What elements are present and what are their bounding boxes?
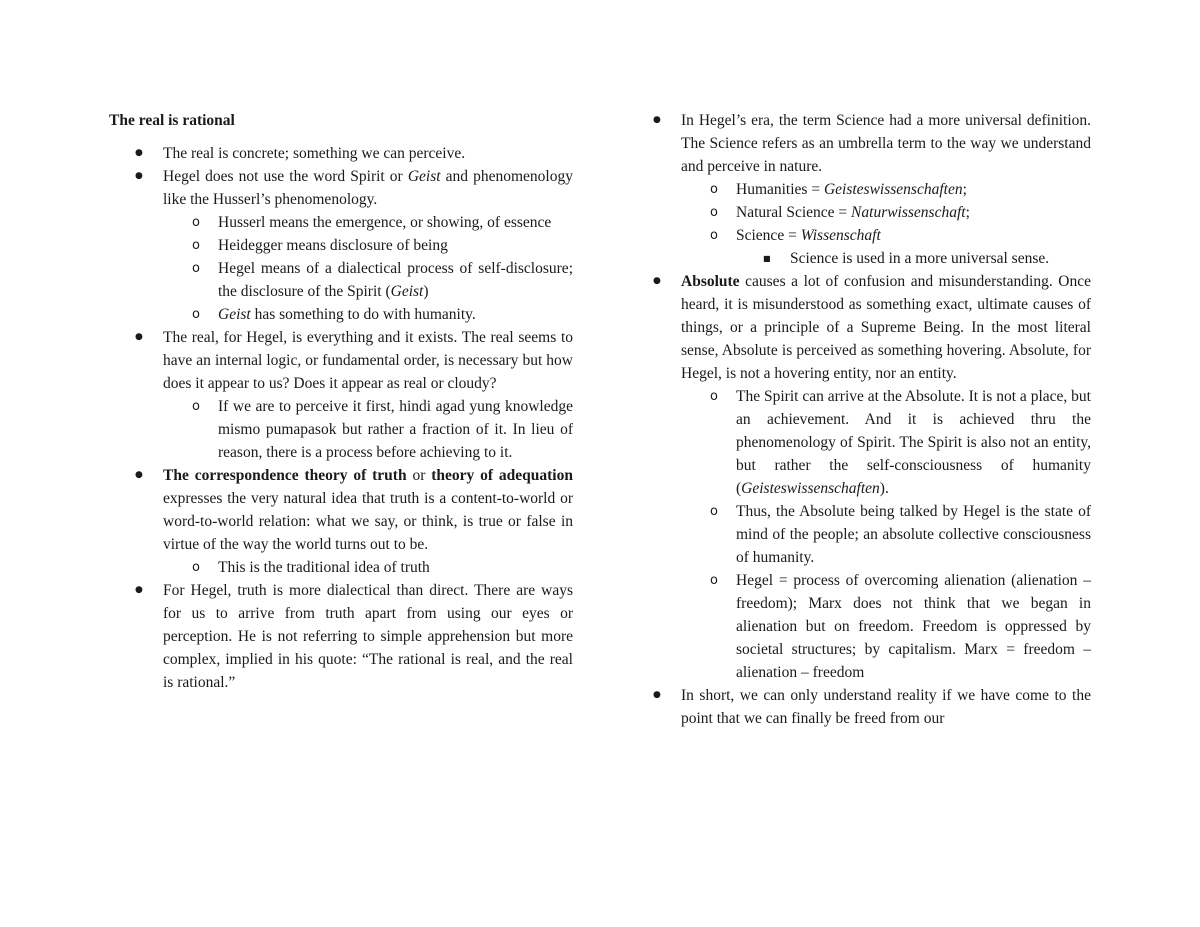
section-heading: The real is rational bbox=[109, 112, 235, 129]
sub-bullet-state-of-mind: o Thus, the Absolute being talked by Hegel is the state of mind of the people; an absolute collective consciousness of humanity. bbox=[651, 500, 1091, 569]
bullet-absolute: ● Absolute causes a lot of confusion and misunderstanding. Once heard, it is misunderstood as something exact, ultimate causes of things, or a principle of a Supreme Being. In the most literal sense, Absolute is perceived as something hovering. Absolute, for Hegel, is not a hovering entity, nor an entity. bbox=[651, 270, 1091, 385]
sub-bullet-humanities: o Humanities = Geisteswissenschaften; bbox=[651, 178, 1091, 201]
bullet-real-concrete: ● The real is concrete; something we can perceive. bbox=[109, 142, 573, 165]
sub-bullet-husserl: o Husserl means the emergence, or showing, of essence bbox=[109, 211, 573, 234]
bullet-correspondence-theory: ● The correspondence theory of truth or theory of adequation expresses the very natural idea that truth is a content-to-world or word-to-world relation: what we say, or think, is true or false in virtue of the way the world turns out to be. bbox=[109, 464, 573, 556]
sub-bullet-traditional-truth: o This is the traditional idea of truth bbox=[109, 556, 573, 579]
left-column bbox=[109, 109, 573, 694]
sub-bullet-alienation: o Hegel = process of overcoming alienation (alienation – freedom); Marx does not think that we began in alienation but on freedom. Freedom is oppressed by societal structures; by capitalism. Marx = freedom – alienation – freedom bbox=[651, 569, 1091, 684]
bullet-in-short: ● In short, we can only understand reality if we have come to the point that we can finally be freed from our bbox=[651, 684, 1091, 730]
right-bullet-list bbox=[651, 109, 1091, 730]
bullet-spirit-geist: ● Hegel does not use the word Spirit or Geist and phenomenology like the Husserl’s phenomenology. bbox=[109, 165, 573, 211]
sub-bullet-spirit-absolute: o The Spirit can arrive at the Absolute. It is not a place, but an achievement. And it is achieved thru the phenomenology of Spirit. The Spirit is also not an entity, but rather the self-consciousness of humanity (Geisteswissenschaften). bbox=[651, 385, 1091, 500]
sub-bullet-science: o Science = Wissenschaft bbox=[651, 224, 1091, 247]
sub-bullet-natural-science: o Natural Science = Naturwissenschaft; bbox=[651, 201, 1091, 224]
sub-bullet-perceive-first: o If we are to perceive it first, hindi agad yung knowledge mismo pumapasok but rather a fraction of it. In lieu of reason, there is a process before achieving to it. bbox=[109, 395, 573, 464]
left-bullet-list bbox=[109, 142, 573, 694]
bullet-real-everything: ● The real, for Hegel, is everything and it exists. The real seems to have an internal logic, or fundamental order, is necessary but how does it appear to us? Does it appear as real or cloudy? bbox=[109, 326, 573, 395]
sub-bullet-hegel-dialectical: o Hegel means of a dialectical process of self-disclosure; the disclosure of the Spirit (Geist) bbox=[109, 257, 573, 303]
sub-bullet-geist-humanity: o Geist has something to do with humanity. bbox=[109, 303, 573, 326]
right-column bbox=[651, 109, 1091, 730]
bullet-science-definition: ● In Hegel’s era, the term Science had a more universal definition. The Science refers as an umbrella term to the way we understand and perceive in nature. bbox=[651, 109, 1091, 178]
sub-bullet-heidegger: o Heidegger means disclosure of being bbox=[109, 234, 573, 257]
bullet-hegel-truth-dialectical: ● For Hegel, truth is more dialectical than direct. There are ways for us to arrive from truth apart from using our eyes or perception. He is not referring to simple apprehension but more complex, implied in his quote: “The rational is real, and the real is rational.” bbox=[109, 579, 573, 694]
sub-sub-bullet-universal-sense: ■ Science is used in a more universal sense. bbox=[651, 247, 1091, 270]
